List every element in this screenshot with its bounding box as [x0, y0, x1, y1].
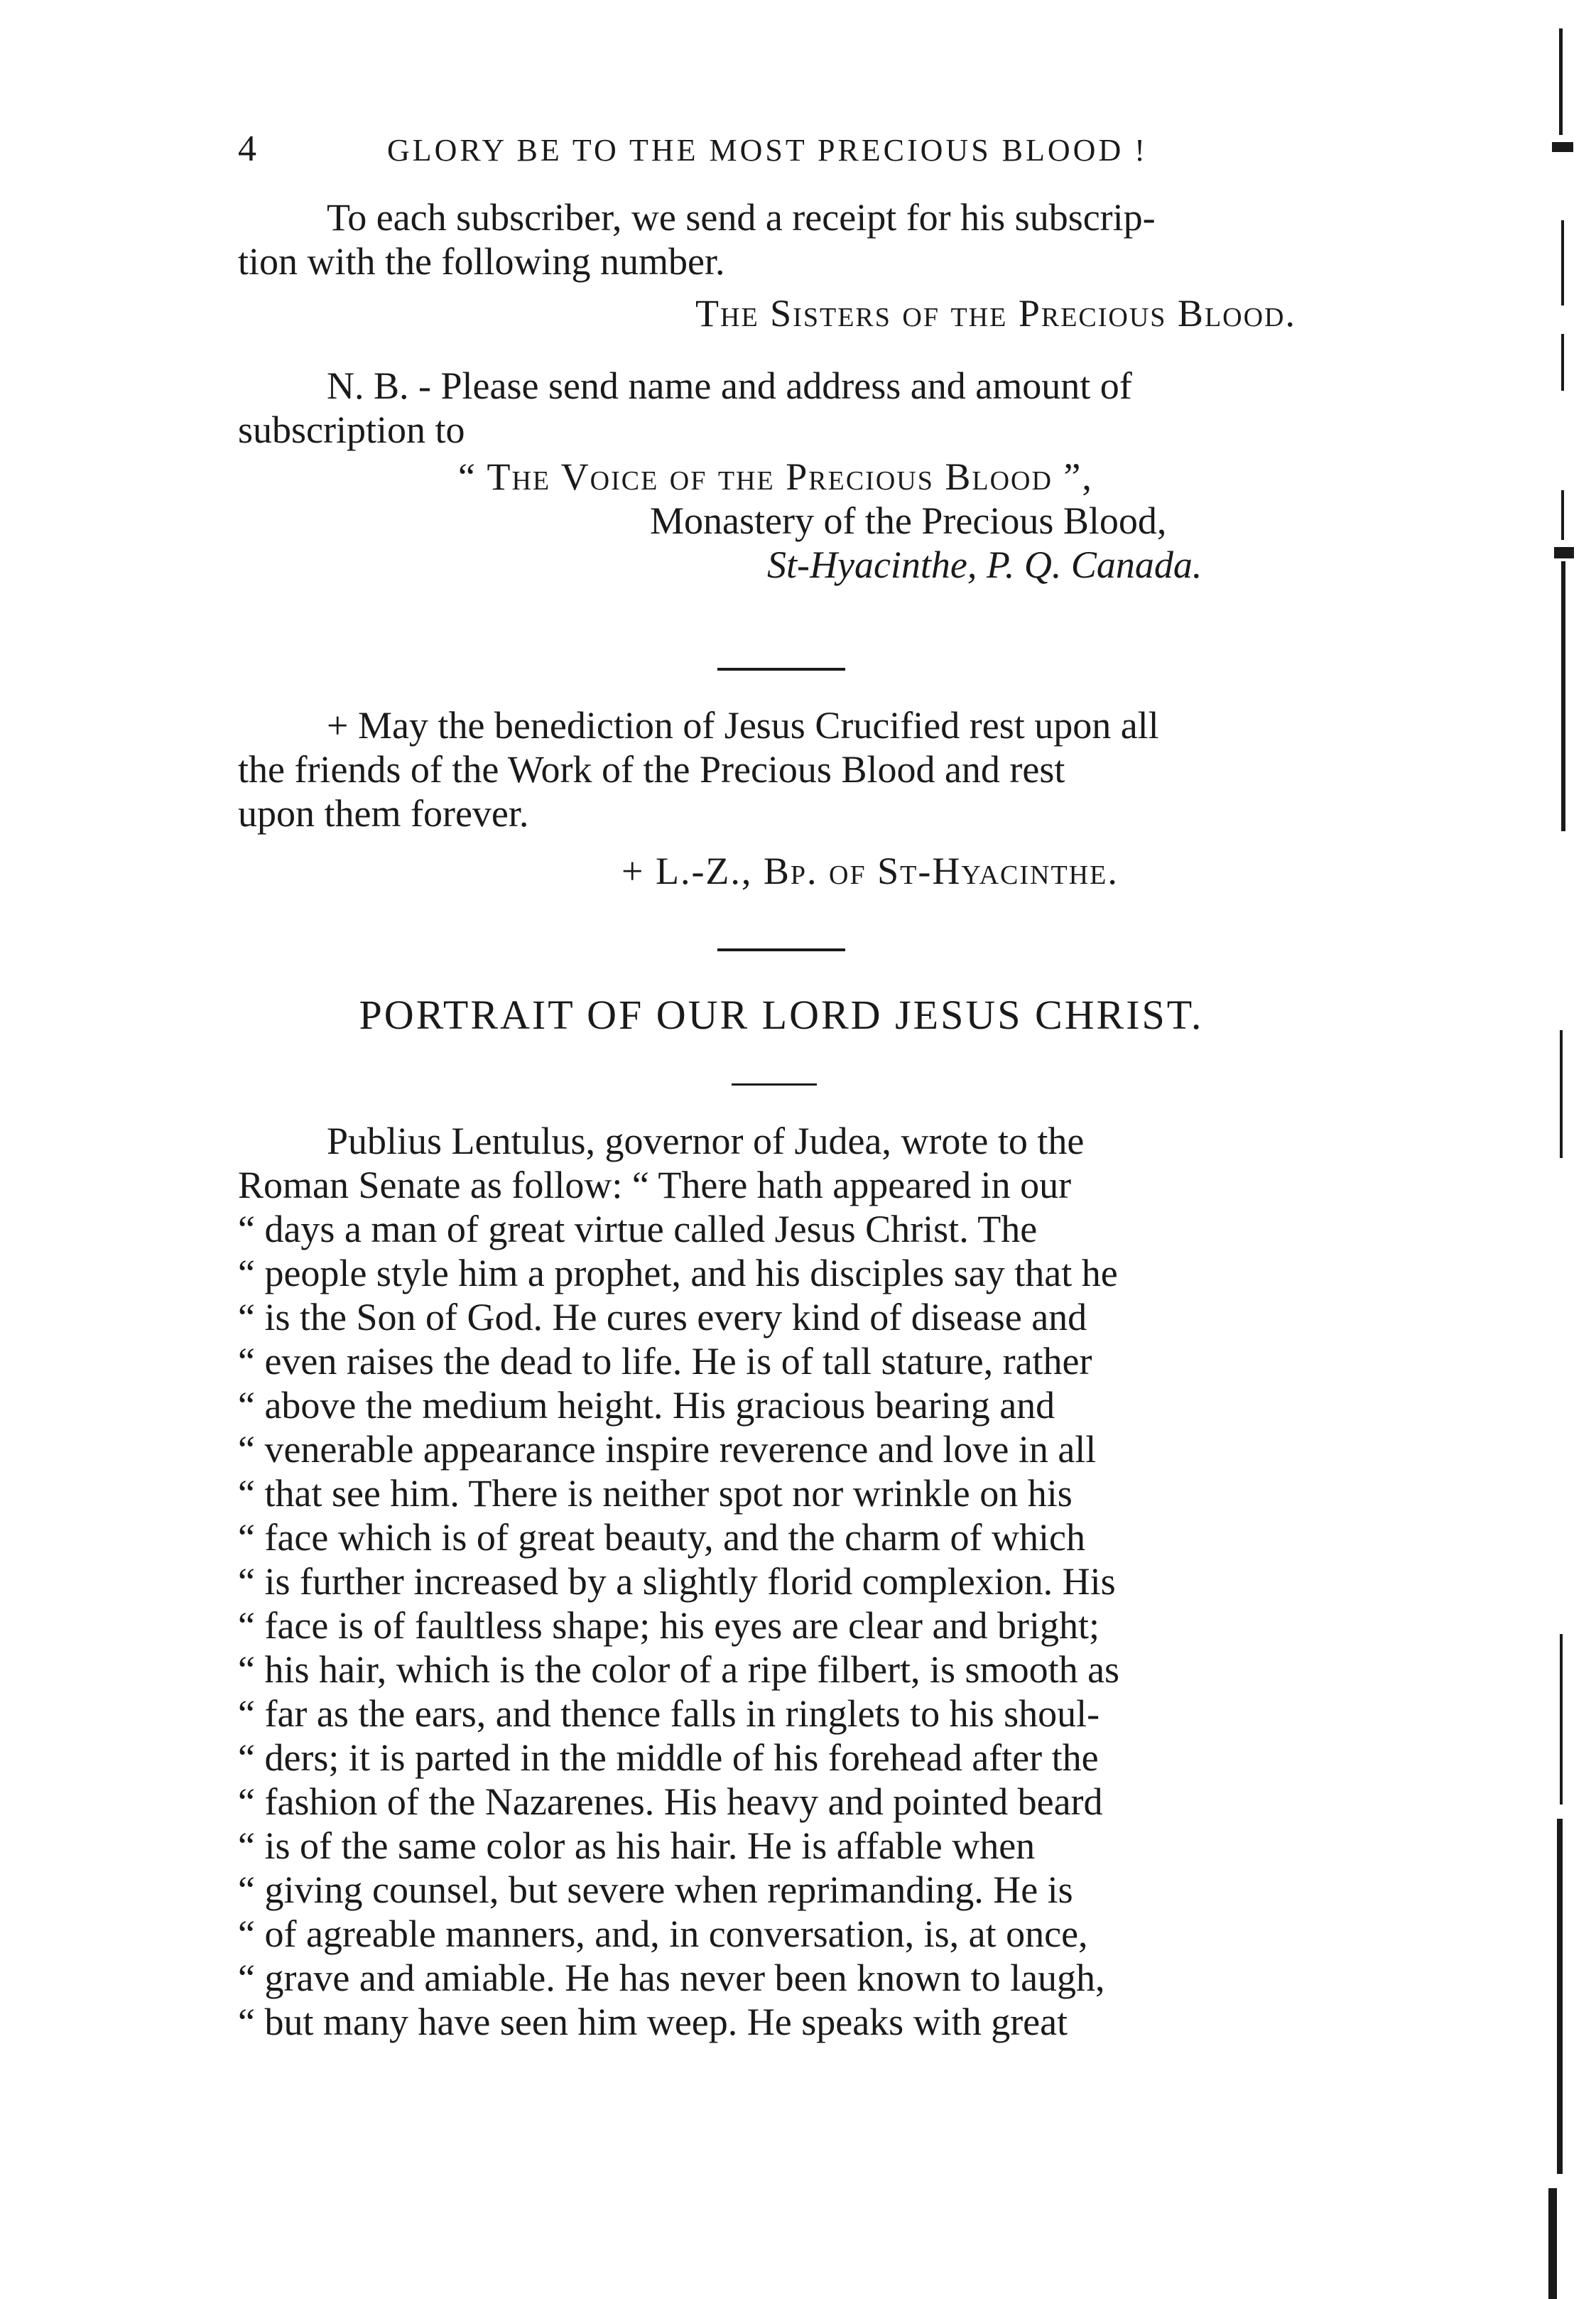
address-block	[238, 455, 1325, 587]
binding-edge-mark	[1548, 2188, 1557, 2299]
benediction-signature: + L.-Z., Bp. of St-Hyacinthe.	[621, 850, 1119, 892]
binding-edge-mark	[1561, 490, 1564, 540]
binding-edge-mark	[1557, 1819, 1563, 2174]
benediction-paragraph	[238, 703, 1325, 835]
portrait-line: Publius Lentulus, governor of Judea, wrote to the	[327, 1120, 1085, 1162]
binding-edge-mark	[1552, 142, 1573, 152]
intro-signature: The Sisters of the Precious Blood.	[695, 292, 1296, 335]
portrait-title: PORTRAIT OF OUR LORD JESUS CHRIST.	[359, 992, 1204, 1038]
address-line: St-Hyacinthe, P. Q. Canada.	[767, 543, 1203, 586]
binding-edge-mark	[1561, 561, 1565, 831]
nb-line: N. B. - Please send name and address and amount of	[327, 364, 1132, 407]
portrait-line: “ days a man of great virtue called Jesus Christ. The	[238, 1208, 1038, 1250]
address-line: “ The Voice of the Precious Blood ”,	[458, 455, 1093, 498]
benediction-line: the friends of the Work of the Precious Blood and rest	[238, 748, 1065, 791]
portrait-line: “ giving counsel, but severe when reprimanding. He is	[238, 1868, 1073, 1911]
benediction-signature-block	[238, 849, 1325, 893]
intro-line: To each subscriber, we send a receipt for his subscrip-	[327, 196, 1156, 239]
portrait-line: “ is the Son of God. He cures every kind of disease and	[238, 1296, 1087, 1338]
portrait-line: “ venerable appearance inspire reverence and love in all	[238, 1428, 1097, 1471]
title-rule	[732, 1083, 817, 1086]
page-header	[238, 128, 1325, 178]
portrait-line: “ above the medium height. His gracious bearing and	[238, 1384, 1055, 1427]
portrait-line: “ far as the ears, and thence falls in ringlets to his shoul-	[238, 1692, 1100, 1735]
nb-paragraph	[238, 364, 1325, 452]
benediction-line: upon them forever.	[238, 792, 529, 835]
page-number: 4	[238, 129, 259, 169]
portrait-line: “ even raises the dead to life. He is of tall stature, rather	[238, 1340, 1092, 1383]
portrait-line: “ his hair, which is the color of a ripe filbert, is smooth as	[238, 1648, 1120, 1691]
portrait-line: “ people style him a prophet, and his disciples say that he	[238, 1252, 1118, 1294]
portrait-line: “ but many have seen him weep. He speaks with great	[238, 2001, 1068, 2043]
intro-signature-block	[238, 291, 1325, 335]
binding-edge-mark	[1561, 220, 1564, 305]
portrait-line: Roman Senate as follow: “ There hath appeared in our	[238, 1164, 1072, 1206]
portrait-line: “ grave and amiable. He has never been known to laugh,	[238, 1957, 1105, 1999]
portrait-line: “ fashion of the Nazarenes. His heavy and pointed beard	[238, 1780, 1103, 1823]
binding-edge-mark	[1561, 334, 1564, 391]
portrait-line: “ ders; it is parted in the middle of his forehead after the	[238, 1736, 1099, 1779]
portrait-line: “ that see him. There is neither spot nor wrinkle on his	[238, 1472, 1073, 1515]
portrait-line: “ is further increased by a slightly florid complexion. His	[238, 1560, 1116, 1603]
section-rule	[717, 668, 845, 671]
binding-edge-mark	[1560, 1030, 1563, 1158]
section-rule	[717, 948, 845, 951]
portrait-line: “ face which is of great beauty, and the charm of which	[238, 1516, 1085, 1559]
portrait-line: “ is of the same color as his hair. He is affable when	[238, 1824, 1036, 1867]
intro-paragraph	[238, 195, 1325, 283]
portrait-line: “ face is of faultless shape; his eyes are clear and bright;	[238, 1604, 1100, 1647]
portrait-body	[238, 1119, 1325, 2044]
binding-edge-mark	[1559, 28, 1563, 135]
binding-edge-mark	[1554, 547, 1574, 558]
portrait-line: “ of agreable manners, and, in conversation, is, at once,	[238, 1913, 1088, 1955]
binding-edge-mark	[1560, 1634, 1563, 1805]
running-head: GLORY BE TO THE MOST PRECIOUS BLOOD !	[387, 133, 1148, 168]
benediction-line: + May the benediction of Jesus Crucified rest upon all	[327, 704, 1159, 747]
address-line: Monastery of the Precious Blood,	[650, 499, 1167, 542]
nb-line: subscription to	[238, 409, 465, 451]
intro-line: tion with the following number.	[238, 240, 725, 283]
